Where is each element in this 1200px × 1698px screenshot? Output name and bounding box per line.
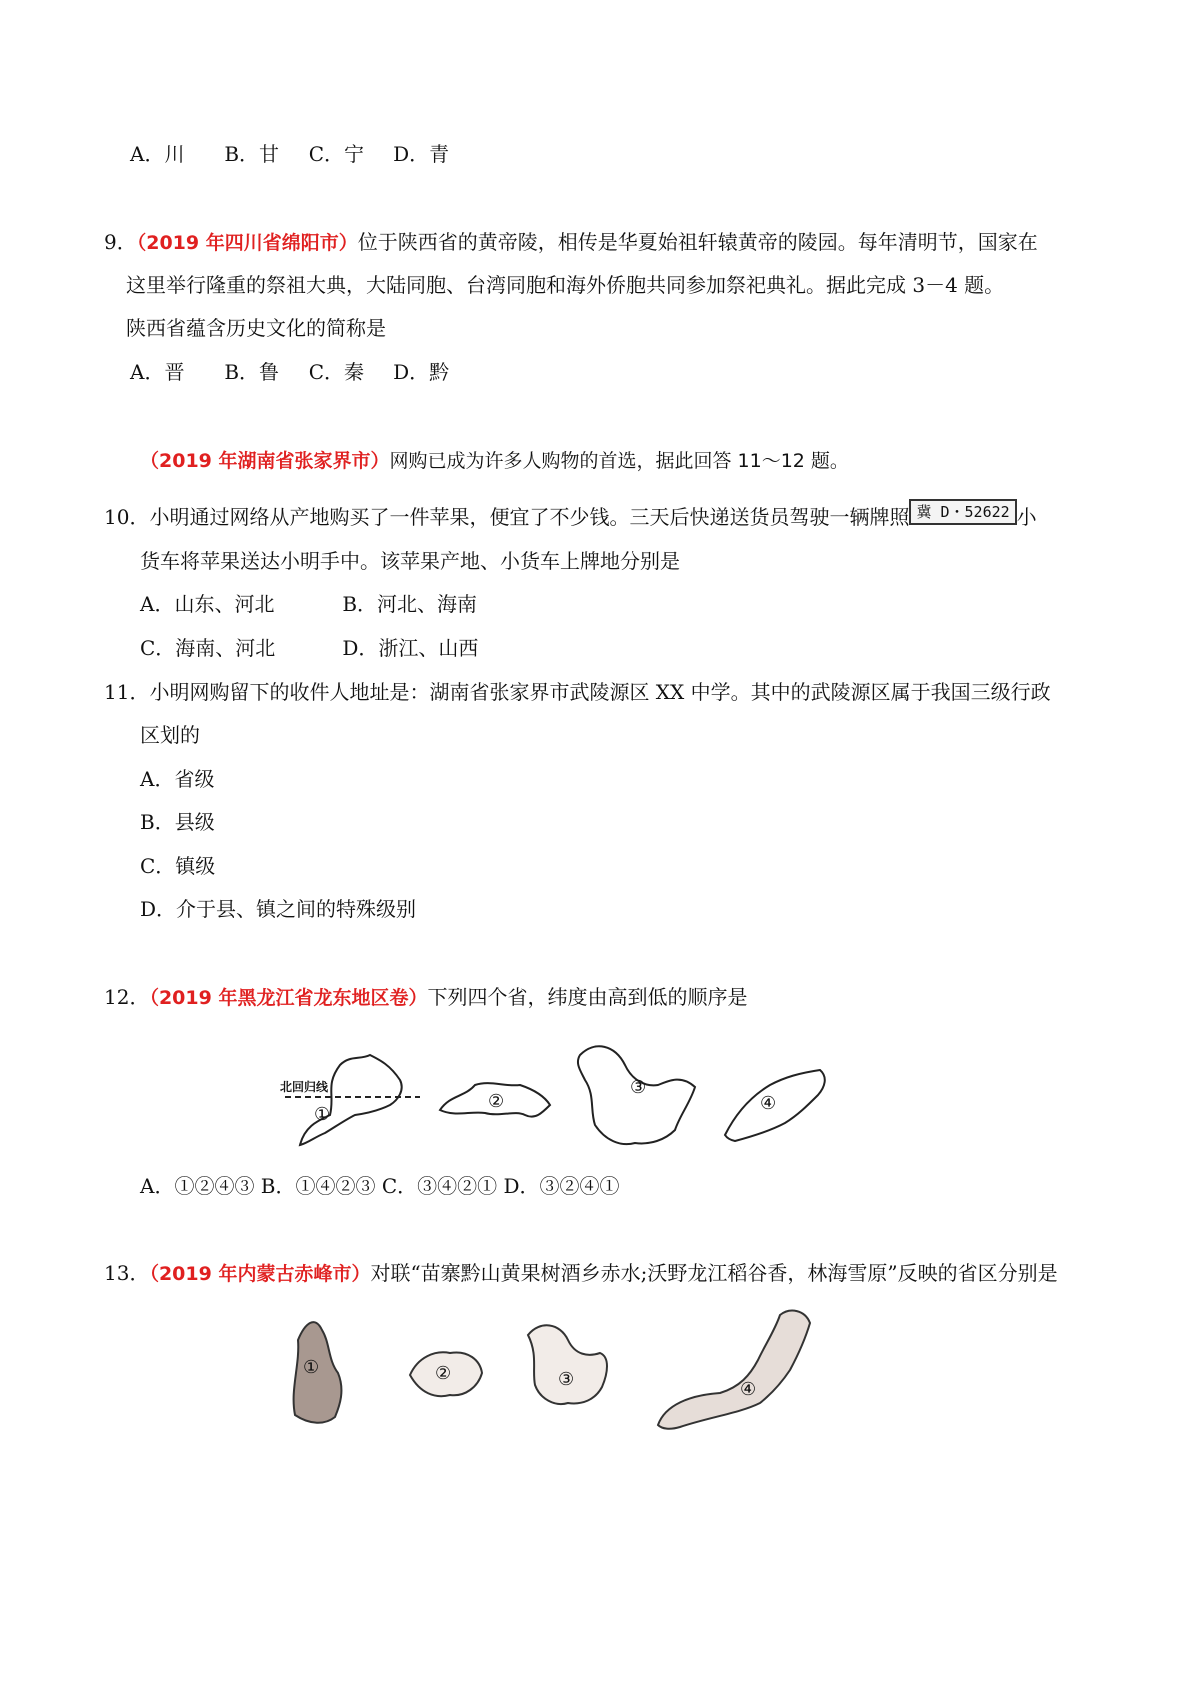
map-label-2: ②	[488, 1091, 505, 1112]
q13-number: 13．	[104, 1261, 150, 1285]
map-label-4: ④	[760, 1093, 777, 1114]
q11-number: 11．	[104, 680, 150, 704]
q10-option-c[interactable]: C．海南、河北	[140, 636, 276, 660]
q9-option-a[interactable]: A．晋	[130, 360, 185, 384]
q11-text1: 小明网购留下的收件人地址是：湖南省张家界市武陵源区 XX 中学。其中的武陵源区属于我国三级行政	[149, 680, 1051, 704]
q9-option-b[interactable]: B．鲁	[224, 360, 280, 384]
q10-option-d[interactable]: D．浙江、山西	[342, 636, 479, 660]
province-map-3	[528, 1325, 607, 1404]
license-plate: 冀 D・52622	[909, 499, 1016, 525]
q9-text1: 位于陕西省的黄帝陵，相传是华夏始祖轩辕黄帝的陵园。每年清明节，国家在	[357, 230, 1038, 254]
q12-number: 12．	[104, 985, 150, 1009]
q9-option-c[interactable]: C．秦	[308, 360, 365, 384]
q9-source: （2019 年四川省绵阳市）	[136, 232, 358, 254]
q9-option-d[interactable]: D．黔	[393, 360, 450, 384]
q9-number: 9．	[104, 230, 137, 254]
q11-stem-line1	[104, 678, 1051, 706]
group-source: （2019 年湖南省张家界市）	[140, 450, 390, 472]
q10-number: 10．	[104, 505, 150, 529]
q13-text: 对联“苗寨黔山黄果树酒乡赤水;沃野龙江稻谷香，林海雪原”反映的省区分别是	[370, 1261, 1058, 1285]
q12-province-maps	[280, 1025, 860, 1165]
map-label-2: ②	[435, 1363, 452, 1384]
q9-stem-line1	[104, 228, 1038, 257]
q8-options	[130, 140, 449, 168]
q12-stem	[104, 983, 747, 1012]
q10-options-row2	[140, 634, 478, 662]
q13-stem	[104, 1259, 1058, 1288]
map-label-3: ③	[558, 1369, 575, 1390]
map-label-4: ④	[740, 1379, 757, 1400]
q10-text1: 小明通过网络从产地购买了一件苹果，便宜了不少钱。三天后快递送货员驾驶一辆牌照	[149, 505, 910, 529]
q13-source: （2019 年内蒙古赤峰市）	[149, 1263, 371, 1285]
q12-source: （2019 年黑龙江省龙东地区卷）	[149, 987, 428, 1009]
q12-text: 下列四个省，纬度由高到低的顺序是	[427, 985, 748, 1009]
q10-option-b[interactable]: B．河北、海南	[342, 592, 478, 616]
map-label-1: ①	[303, 1357, 320, 1378]
q11-stem-line2: 区划的	[140, 723, 200, 747]
q10-stem-line1	[104, 503, 1037, 531]
q11-option-b[interactable]: B．县级	[140, 810, 215, 834]
q9-stem-line2: 这里举行隆重的祭祖大典，大陆同胞、台湾同胞和海外侨胞共同参加祭祀典礼。据此完成 3－4 题。	[126, 273, 1005, 297]
q11-option-c[interactable]: C．镇级	[140, 854, 216, 878]
q11-option-d[interactable]: D．介于县、镇之间的特殊级别	[140, 897, 417, 921]
q9-stem-line3: 陕西省蕴含历史文化的简称是	[126, 316, 386, 340]
province-map-4	[658, 1311, 810, 1429]
q11-option-a[interactable]: A．省级	[140, 767, 215, 791]
q8-option-d[interactable]: D．青	[393, 142, 450, 166]
map-label-1: ①	[314, 1104, 331, 1125]
q10-options-row1	[140, 590, 477, 618]
q8-option-c[interactable]: C．宁	[308, 142, 365, 166]
q10-text1b: 小	[1016, 505, 1037, 529]
q10-stem-line2: 货车将苹果送达小明手中。该苹果产地、小货车上牌地分别是	[140, 549, 680, 573]
group-text: 网购已成为许多人购物的首选，据此回答 11～12 题。	[389, 450, 849, 472]
q13-province-maps	[270, 1295, 870, 1455]
q10-option-a[interactable]: A．山东、河北	[140, 592, 275, 616]
q12-options[interactable]: A．①②④③ B．①④②③ C．③④②① D．③②④①	[140, 1174, 620, 1198]
q8-option-b[interactable]: B．甘	[224, 142, 280, 166]
q8-option-a[interactable]: A．川	[130, 142, 185, 166]
map-label-tropic: 北回归线	[280, 1080, 329, 1094]
q9-options	[130, 358, 449, 386]
province-map-1	[300, 1055, 402, 1145]
group-header	[140, 446, 849, 475]
map-label-3: ③	[630, 1077, 647, 1098]
